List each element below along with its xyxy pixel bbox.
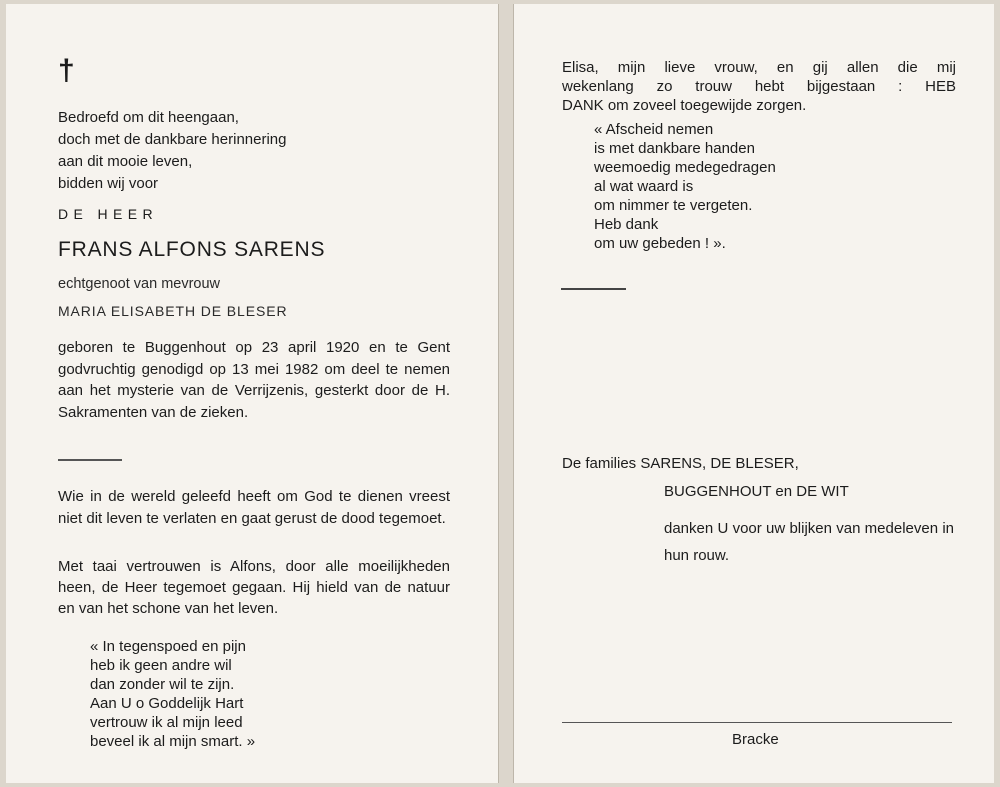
left-card	[6, 4, 499, 783]
gratitude-paragraph	[562, 58, 956, 115]
poem	[90, 637, 255, 751]
poem-line: « In tegenspoed en pijn	[90, 638, 246, 655]
deceased-name: FRANS ALFONS SARENS	[58, 238, 326, 261]
farewell-quote	[594, 120, 776, 253]
title-de-heer: DE HEER	[58, 206, 159, 222]
intro-text	[58, 107, 287, 195]
quote-line: Heb dank	[594, 216, 659, 233]
quote-line: om uw gebeden ! ».	[594, 235, 726, 252]
poem-line: beveel ik al mijn smart. »	[90, 733, 256, 750]
gratitude-line: Elisa, mijn lieve vrouw, en gij allen die mij	[562, 59, 956, 76]
tribute-paragraph: Met taai vertrouwen is Alfons, door alle moeilijkheden heen, de Heer tegemoet gegaan. Hij hield van de natuur en van het schone van het leven.	[58, 558, 450, 617]
cross-symbol: †	[58, 54, 75, 87]
quote-line: weemoedig medegedragen	[594, 159, 776, 176]
spouse-name: MARIA ELISABETH DE BLESER	[58, 303, 288, 319]
families-line: BUGGENHOUT en DE WIT	[664, 483, 849, 500]
quote-line: is met dankbare handen	[594, 140, 755, 157]
biography-paragraph: geboren te Buggenhout op 23 april 1920 en te Gent godvruchtig genodigd op 13 mei 1982 om deel te nemen aan het mysterie van de Verrijzenis, gesterkt door de H. Sakramenten van de zieken.	[58, 339, 450, 421]
thanks-text: danken U voor uw blijken van medeleven in hun rouw.	[664, 520, 954, 564]
divider-rule	[58, 459, 122, 461]
quote-line: « Afscheid nemen	[594, 121, 714, 138]
divider-rule	[561, 288, 626, 290]
intro-line: doch met de dankbare herinnering	[58, 131, 287, 148]
intro-line: aan dit mooie leven,	[58, 153, 193, 170]
intro-line: bidden wij voor	[58, 175, 159, 192]
right-card	[513, 4, 994, 783]
intro-line: Bedroefd om dit heengaan,	[58, 109, 239, 126]
families-line: De families SARENS, DE BLESER,	[562, 455, 799, 472]
quote-line: om nimmer te vergeten.	[594, 197, 753, 214]
faith-paragraph: Wie in de wereld geleefd heeft om God te dienen vreest niet dit leven te verlaten en gaat gerust de dood tegemoet.	[58, 488, 450, 527]
bottom-rule	[562, 722, 952, 723]
quote-line: al wat waard is	[594, 178, 694, 195]
poem-line: Aan U o Goddelijk Hart	[90, 695, 244, 712]
poem-line: heb ik geen andre wil	[90, 657, 232, 674]
poem-line: vertrouw ik al mijn leed	[90, 714, 243, 731]
gratitude-line: DANK om zoveel toegewijde zorgen.	[562, 97, 807, 114]
gratitude-line: wekenlang zo trouw hebt bijgestaan : HEB	[562, 78, 956, 95]
poem-line: dan zonder wil te zijn.	[90, 676, 235, 693]
spouse-label: echtgenoot van mevrouw	[58, 276, 221, 292]
printer-name: Bracke	[732, 731, 779, 748]
